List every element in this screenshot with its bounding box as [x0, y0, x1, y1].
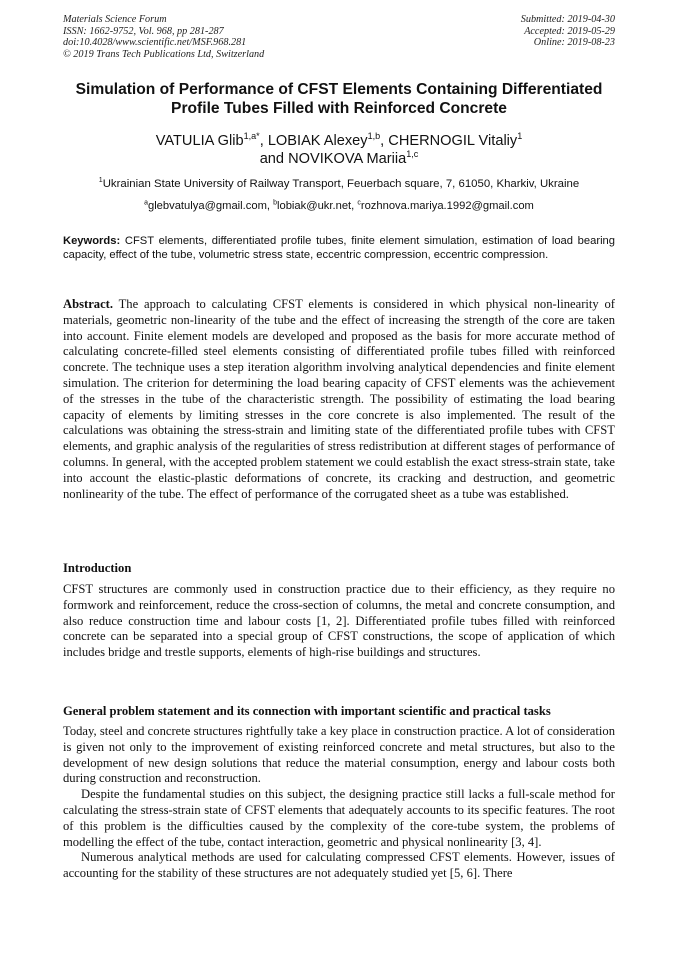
general-problem-section	[63, 724, 615, 882]
email-address: glebvatulya@gmail.com,	[147, 200, 274, 212]
author-name: CHERNOGIL Vitaliy	[388, 133, 518, 149]
affiliation-text: Ukrainian State University of Railway Transport, Feuerbach square, 7, 61050, Kharkiv, Ukraine	[102, 178, 580, 190]
email-address: rozhnova.mariya.1992@gmail.com	[360, 200, 534, 212]
keywords-text: CFST elements, differentiated profile tubes, finite element simulation, estimation of load bearing capacity, effect of the tube, volumetric stress state, eccentric compression, eccentric compression.	[63, 235, 615, 261]
section-heading-general-problem: General problem statement and its connection with important scientific and practical tasks	[63, 704, 551, 718]
email-mark: b	[273, 199, 277, 207]
journal-name: Materials Science Forum	[63, 14, 167, 25]
submitted-date: Submitted: 2019-04-30	[520, 14, 615, 25]
author-separator: ,	[380, 133, 389, 149]
paragraph: Despite the fundamental studies on this subject, the designing practice still lacks a full-scale method for calculating the stress-strain state of CFST elements that adequately accounts to its specific features. The root of this problem is the difficulties caused by the complexity of the core-tube system, the problems of modelling the effect of the tube, contact interaction, geometric and physical nonlinearity [3, 4].	[63, 787, 615, 849]
section-heading-introduction: Introduction	[63, 561, 132, 575]
introduction-paragraph: CFST structures are commonly used in construction practice due to their efficiency, as they require no formwork and reinforcement, reduce the cross-section of columns, the metal and concrete consumption, and also reduce construction time and labour costs [1, 2]. Differentiated profile tubes filled with reinforced concrete can be separated into a special group of CFST constructions, the scope of application of which includes bridge and trestle supports, elements of high-rise buildings and structures.	[63, 582, 615, 660]
email-mark: c	[357, 199, 361, 207]
abstract-text: The approach to calculating CFST elements is considered in which physical non-linearity of materials, geometric non-linearity of the tube and the effect of increasing the strength of the core are taken into account. Finite element models are developed and proposed as the basis for more accurate method of calculating concrete-filled steel elements consisting of differentiated profile tubes filled with reinforced concrete. The technique uses a step iteration algorithm involving analytical dependencies and finite element simulation. The criterion for determining the load bearing capacity of CFST elements was the achievement of the stresses in the tube of the characteristic strength. The possibility of estimating the load bearing capacity of elements by limiting stresses in the core concrete is also implemented. The result of the calculations was obtaining the stress-strain and limiting state of the differentiated profile tubes with CFST elements, and graphic analysis of the regularities of stress redistribution at different stages of performance of columns. In general, with the accepted problem statement we could establish the exact stress-strain state, take into account the elastic-plastic deformations of concrete, its cracking and destruction, and geometric nonlinearity of the tube. The effect of performance of the corrugated sheet as a tube was established.	[63, 297, 615, 501]
affiliation-mark: 1	[98, 177, 103, 185]
author-name: VATULIA Glib	[155, 133, 244, 149]
author-affiliation-mark: 1,c	[406, 149, 419, 160]
issn-line: ISSN: 1662-9752, Vol. 968, pp 281-287	[63, 25, 224, 37]
accepted-date: Accepted: 2019-05-29	[524, 25, 615, 37]
affiliation	[40, 177, 638, 191]
author-name: LOBIAK Alexey	[267, 133, 368, 149]
author-name: NOVIKOVA Mariia	[288, 151, 407, 167]
journal-info	[63, 14, 264, 60]
author-emails	[55, 199, 623, 213]
abstract-label: Abstract.	[63, 297, 114, 311]
paragraph: Today, steel and concrete structures rightfully take a key place in construction practice. A lot of consideration is given not only to the improvement of existing reinforced concrete and metal structures, but also to the development of new design solutions that reduce the material consumption, energy and labour costs both during construction and reconstruction.	[63, 724, 615, 786]
author-conjunction: and	[259, 151, 289, 167]
abstract	[63, 297, 615, 502]
online-date: Online: 2019-08-23	[533, 37, 615, 49]
doi-line: doi:10.4028/www.scientific.net/MSF.968.281	[63, 37, 247, 49]
keywords-label: Keywords:	[63, 235, 121, 247]
author-separator: ,	[259, 133, 268, 149]
paragraph: Numerous analytical methods are used for calculating compressed CFST elements. However, issues of accounting for the stability of these structures are not adequately studied yet [5, 6]. There	[63, 850, 615, 881]
paper-title: Simulation of Performance of CFST Elements Containing Differentiated Profile Tubes Filled with Reinforced Concrete	[75, 81, 603, 117]
author-affiliation-mark: 1,b	[367, 131, 381, 142]
keywords	[63, 235, 615, 262]
copyright-line: © 2019 Trans Tech Publications Ltd, Switzerland	[63, 48, 265, 60]
author-affiliation-mark: 1,a*	[243, 131, 260, 142]
author-affiliation-mark: 1	[517, 131, 523, 142]
author-list	[55, 132, 623, 168]
publication-dates	[521, 14, 615, 49]
email-address: lobiak@ukr.net,	[276, 200, 358, 212]
email-mark: a	[144, 199, 148, 207]
